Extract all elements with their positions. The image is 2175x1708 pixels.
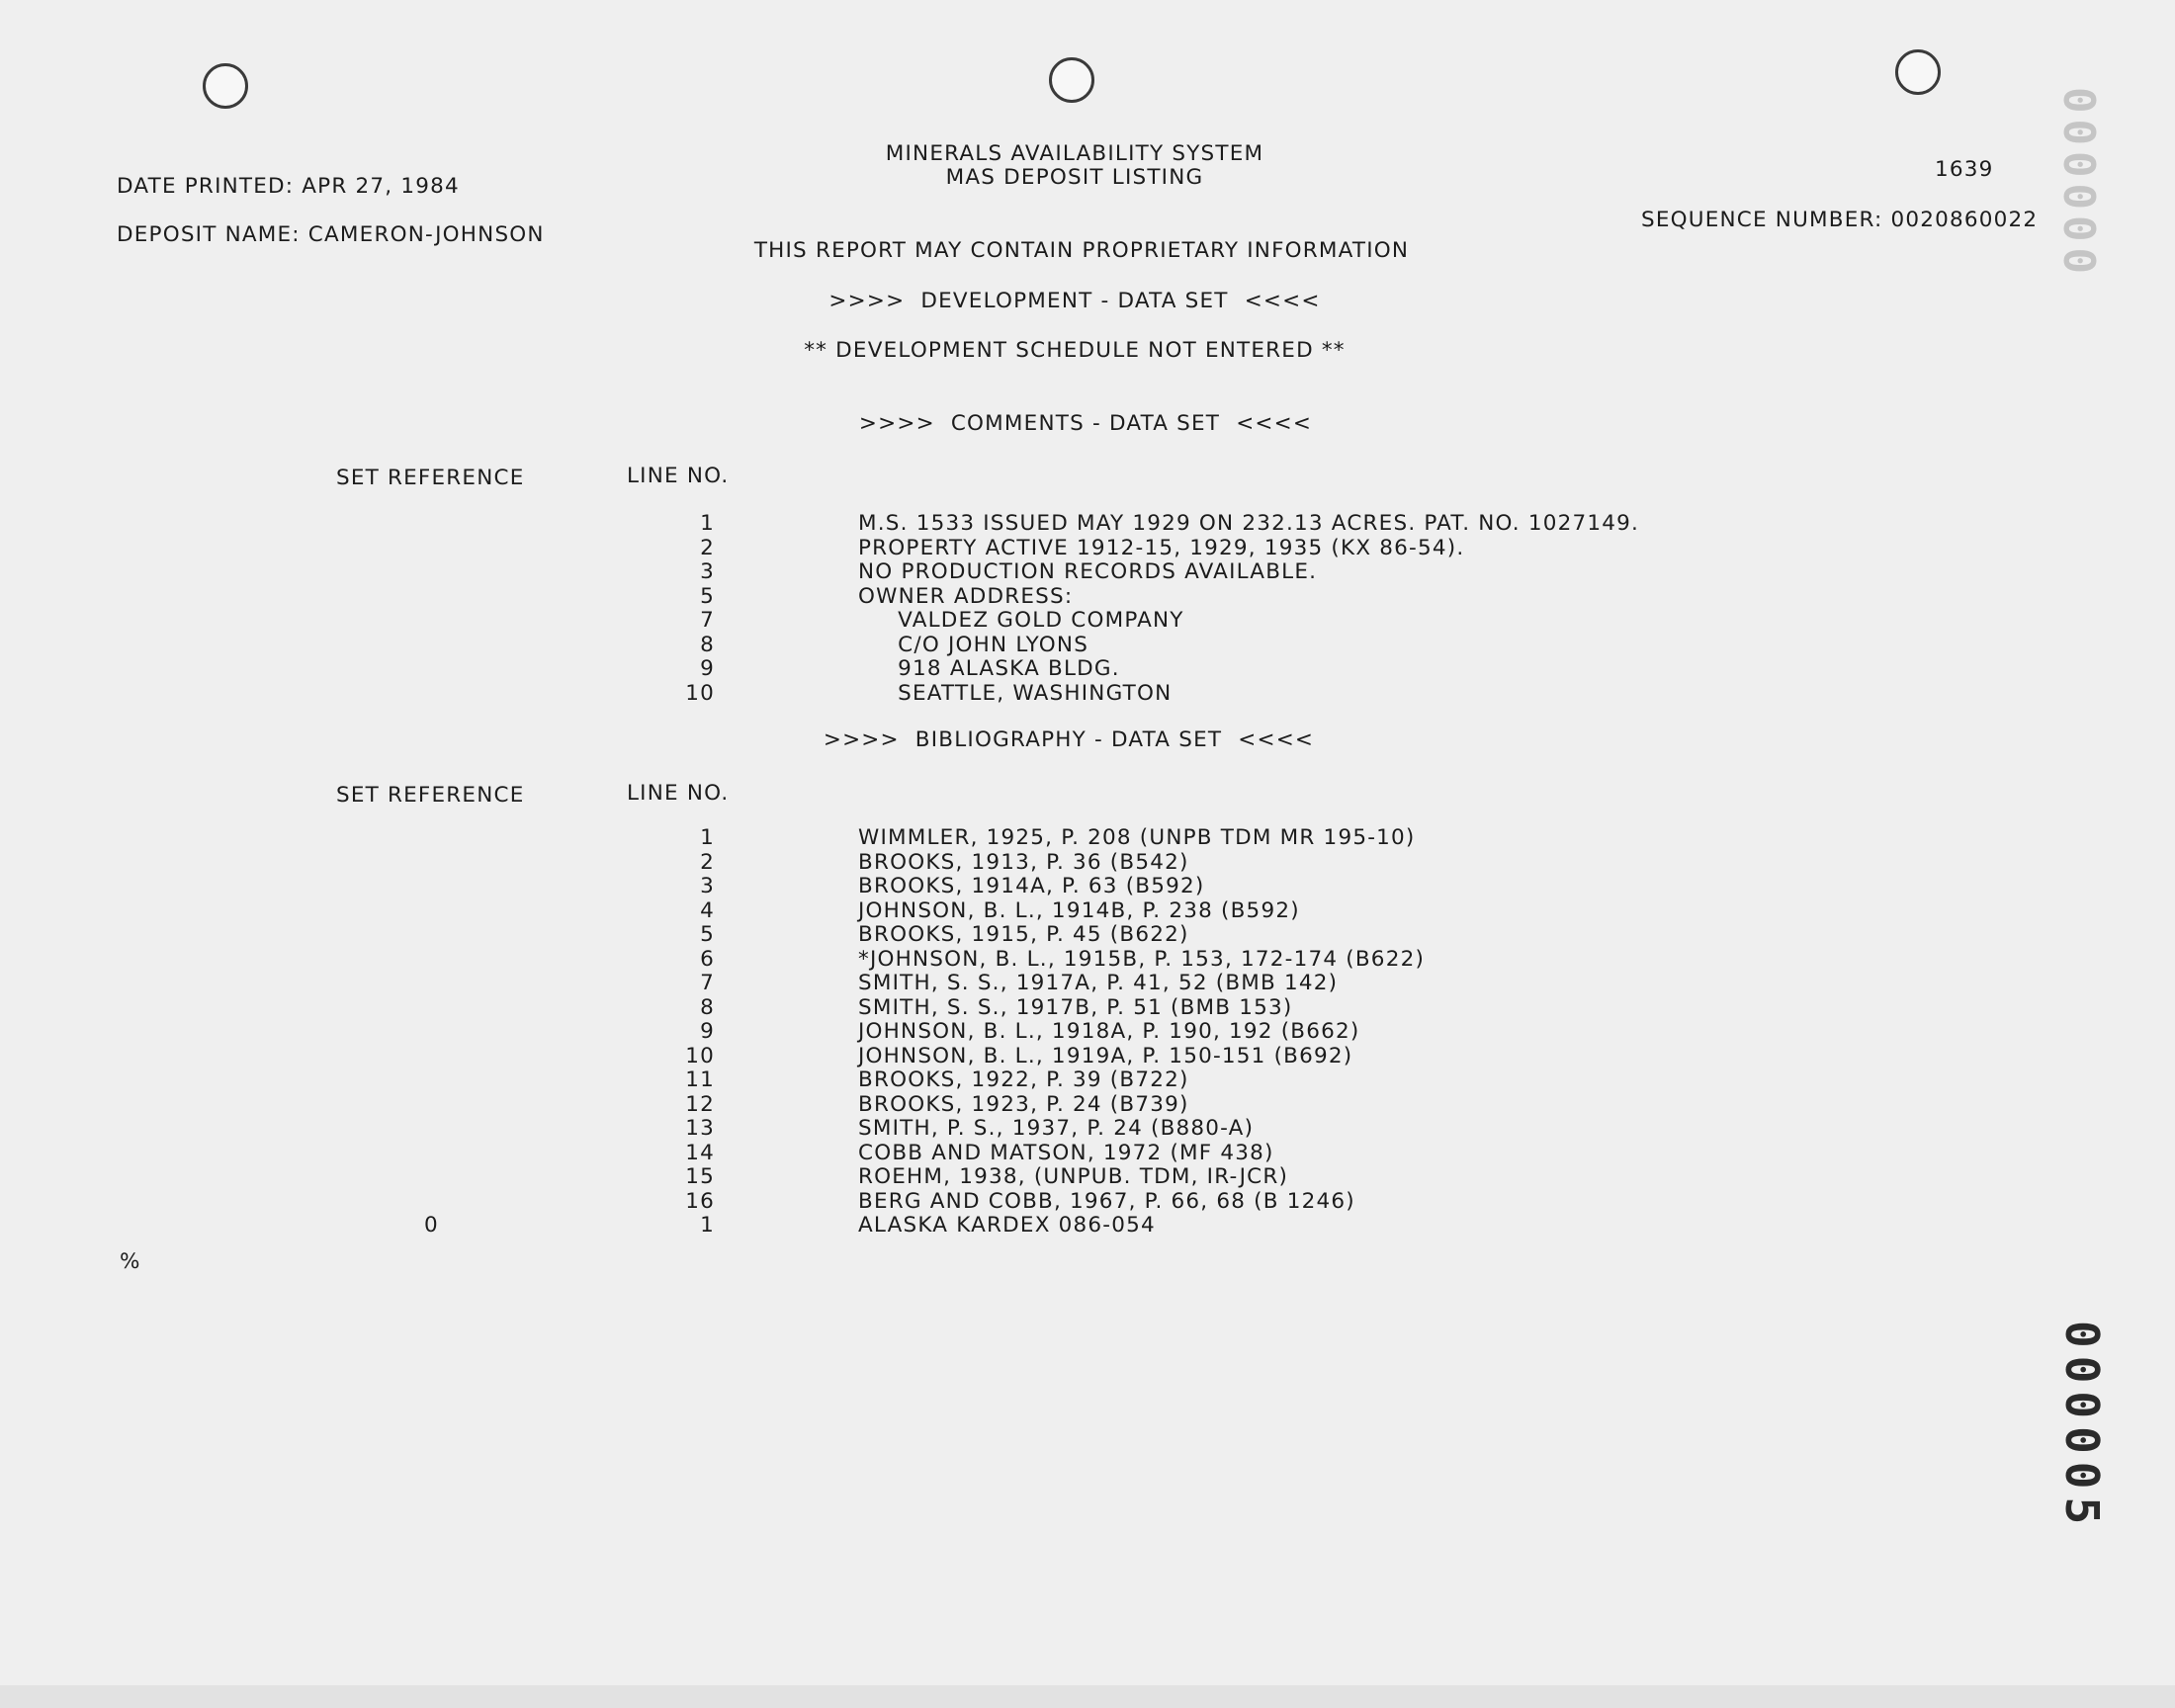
scan-bottom-edge <box>0 1685 2175 1708</box>
line-number: 5 <box>700 583 715 609</box>
bibliography-heading: >>>> BIBLIOGRAPHY - DATA SET <<<< <box>823 727 1315 752</box>
line-text: JOHNSON, B. L., 1918A, P. 190, 192 (B662) <box>858 1019 1360 1044</box>
line-text: SMITH, S. S., 1917B, P. 51 (BMB 153) <box>858 994 1293 1020</box>
comments-col-line-no: LINE NO. <box>627 464 730 488</box>
line-text: COBB AND MATSON, 1972 (MF 438) <box>858 1140 1274 1165</box>
line-text: VALDEZ GOLD COMPANY <box>858 608 1184 633</box>
line-text: BERG AND COBB, 1967, P. 66, 68 (B 1246) <box>858 1188 1355 1214</box>
date-printed: DATE PRINTED: APR 27, 1984 <box>117 174 460 199</box>
line-text: SMITH, S. S., 1917A, P. 41, 52 (BMB 142) <box>858 971 1339 995</box>
line-text: ALASKA KARDEX 086-054 <box>858 1213 1156 1238</box>
line-text: *JOHNSON, B. L., 1915B, P. 153, 172-174 (B622) <box>858 946 1426 972</box>
punch-hole-center <box>1049 57 1094 103</box>
line-text: JOHNSON, B. L., 1914B, P. 238 (B592) <box>858 897 1300 923</box>
set-reference-value: 0 <box>424 1213 439 1238</box>
punch-hole-left <box>203 63 248 109</box>
line-text: 918 ALASKA BLDG. <box>858 656 1120 681</box>
deposit-name: DEPOSIT NAME: CAMERON-JOHNSON <box>117 222 545 247</box>
line-number: 4 <box>700 897 715 923</box>
line-number: 9 <box>700 1019 715 1044</box>
line-text: BROOKS, 1915, P. 45 (B622) <box>858 922 1189 947</box>
line-text: SEATTLE, WASHINGTON <box>858 680 1173 706</box>
line-number: 1 <box>700 511 715 536</box>
line-text: OWNER ADDRESS: <box>858 583 1074 609</box>
line-number: 14 <box>685 1140 715 1165</box>
line-number: 3 <box>700 874 715 898</box>
listing-title: MAS DEPOSIT LISTING <box>945 165 1204 190</box>
development-heading: >>>> DEVELOPMENT - DATA SET <<<< <box>828 289 1321 313</box>
development-notice: ** DEVELOPMENT SCHEDULE NOT ENTERED ** <box>804 338 1346 363</box>
line-text: C/O JOHN LYONS <box>858 632 1089 657</box>
line-text: BROOKS, 1922, P. 39 (B722) <box>858 1068 1189 1092</box>
line-number: 11 <box>685 1068 715 1092</box>
line-number: 1 <box>700 1213 715 1238</box>
line-number: 8 <box>700 632 715 657</box>
line-text: BROOKS, 1913, P. 36 (B542) <box>858 849 1189 875</box>
punch-hole-right <box>1895 49 1941 95</box>
line-number: 1 <box>700 825 715 850</box>
line-text: PROPERTY ACTIVE 1912-15, 1929, 1935 (KX 86-54). <box>858 535 1465 560</box>
proprietary-notice: THIS REPORT MAY CONTAIN PROPRIETARY INFORMATION <box>753 238 1410 263</box>
page-number: 1639 <box>1935 157 1994 182</box>
bibliography-col-set-reference: SET REFERENCE <box>336 783 525 808</box>
line-number: 2 <box>700 535 715 560</box>
line-number: 9 <box>700 656 715 681</box>
line-number: 10 <box>685 1043 715 1068</box>
system-title: MINERALS AVAILABILITY SYSTEM <box>885 141 1264 166</box>
bibliography-col-line-no: LINE NO. <box>627 781 730 806</box>
line-number: 6 <box>700 946 715 972</box>
line-text: BROOKS, 1923, P. 24 (B739) <box>858 1091 1189 1117</box>
line-text: JOHNSON, B. L., 1919A, P. 150-151 (B692) <box>858 1043 1353 1068</box>
line-number: 16 <box>685 1188 715 1214</box>
line-text: ROEHM, 1938, (UNPUB. TDM, IR-JCR) <box>858 1164 1289 1189</box>
line-text: SMITH, P. S., 1937, P. 24 (B880-A) <box>858 1116 1255 1141</box>
percent-mark: % <box>120 1249 140 1274</box>
stamp-bottom-right: 000005 <box>2055 1321 2109 1533</box>
comments-heading: >>>> COMMENTS - DATA SET <<<< <box>858 411 1313 436</box>
line-text: NO PRODUCTION RECORDS AVAILABLE. <box>858 559 1318 584</box>
comments-col-set-reference: SET REFERENCE <box>336 466 525 490</box>
line-number: 10 <box>685 680 715 706</box>
line-number: 5 <box>700 922 715 947</box>
line-number: 7 <box>700 608 715 633</box>
line-number: 15 <box>685 1164 715 1189</box>
line-number: 13 <box>685 1116 715 1141</box>
line-number: 2 <box>700 849 715 875</box>
line-text: BROOKS, 1914A, P. 63 (B592) <box>858 874 1205 898</box>
line-number: 3 <box>700 559 715 584</box>
line-number: 8 <box>700 994 715 1020</box>
line-text: M.S. 1533 ISSUED MAY 1929 ON 232.13 ACRES. PAT. NO. 1027149. <box>858 511 1640 536</box>
line-text: WIMMLER, 1925, P. 208 (UNPB TDM MR 195-10) <box>858 825 1416 850</box>
sequence-number: SEQUENCE NUMBER: 0020860022 <box>1641 208 2039 232</box>
line-number: 7 <box>700 971 715 995</box>
line-number: 12 <box>685 1091 715 1117</box>
stamp-top-right: 000000 <box>2053 87 2104 280</box>
